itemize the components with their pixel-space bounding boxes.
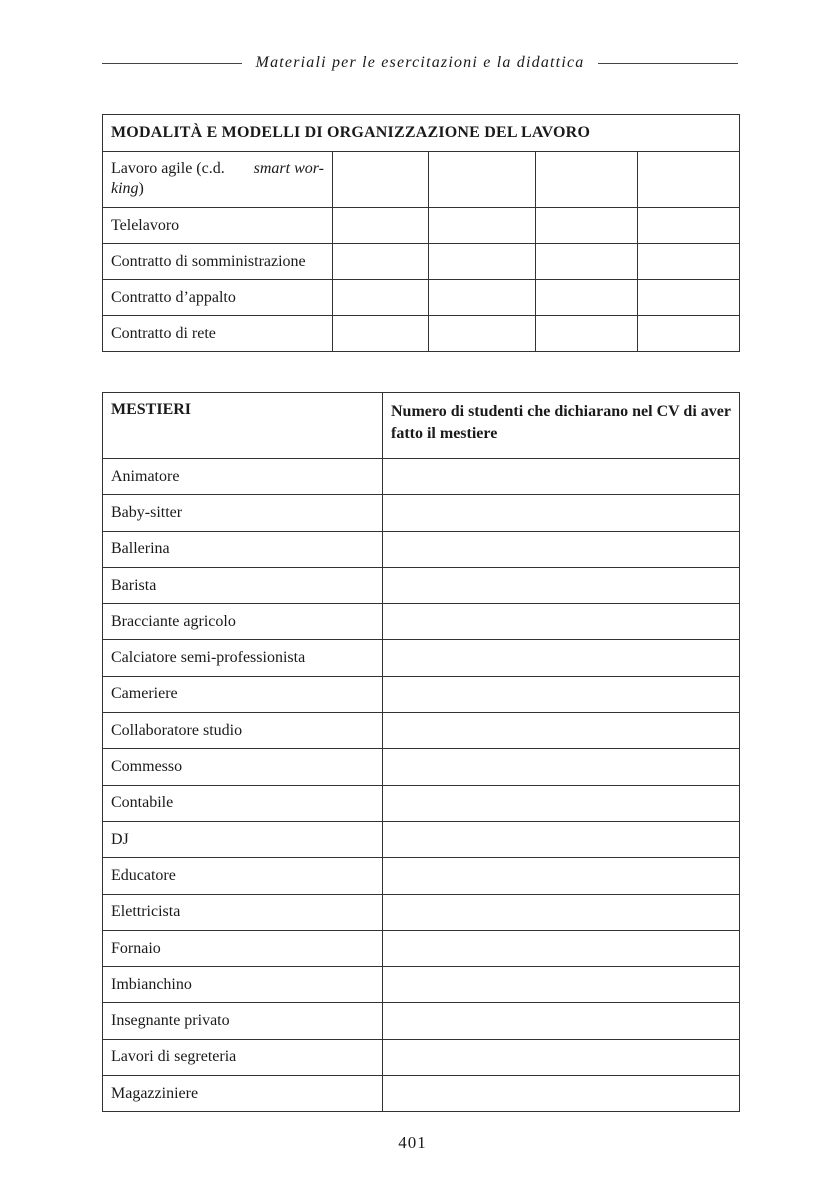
numero-studenti-cell (383, 713, 740, 749)
table-row (103, 858, 740, 894)
numero-studenti-cell (383, 858, 740, 894)
mestiere-label: Lavori di segreteria (103, 1039, 383, 1075)
page-number: 401 (398, 1133, 427, 1152)
numero-studenti-cell (383, 785, 740, 821)
table-row (103, 208, 740, 244)
table-mestieri (102, 392, 740, 1112)
table-row (103, 280, 740, 316)
empty-cell (638, 316, 740, 352)
table-title-row (103, 115, 740, 152)
col-header-mestieri: MESTIERI (103, 393, 383, 459)
numero-studenti-cell (383, 604, 740, 640)
mestiere-label: Magazziniere (103, 1076, 383, 1112)
numero-studenti-cell (383, 531, 740, 567)
table-header-row (103, 393, 740, 459)
table-row (103, 1003, 740, 1039)
numero-studenti-cell (383, 676, 740, 712)
table-row (103, 531, 740, 567)
table-title: MODALITÀ E MODELLI DI ORGANIZZAZIONE DEL LAVORO (103, 115, 740, 152)
mestiere-label: Imbianchino (103, 967, 383, 1003)
mestiere-label: DJ (103, 821, 383, 857)
row-label: Contratto di somministrazione (103, 244, 333, 280)
table-row (103, 495, 740, 531)
empty-cell (638, 280, 740, 316)
row-label: Contratto di rete (103, 316, 333, 352)
numero-studenti-cell (383, 640, 740, 676)
numero-studenti-cell (383, 821, 740, 857)
table-row (103, 821, 740, 857)
numero-studenti-cell (383, 495, 740, 531)
numero-studenti-cell (383, 1076, 740, 1112)
table-row (103, 967, 740, 1003)
empty-cell (536, 316, 638, 352)
empty-cell (429, 152, 536, 208)
empty-cell (536, 280, 638, 316)
mestiere-label: Barista (103, 567, 383, 603)
table-row (103, 749, 740, 785)
table-organizzazione-lavoro (102, 114, 740, 352)
empty-cell (333, 280, 429, 316)
empty-cell (333, 152, 429, 208)
table-row (103, 567, 740, 603)
numero-studenti-cell (383, 567, 740, 603)
empty-cell (333, 244, 429, 280)
empty-cell (333, 208, 429, 244)
mestiere-label: Fornaio (103, 930, 383, 966)
mestiere-label: Baby-sitter (103, 495, 383, 531)
table-row (103, 676, 740, 712)
mestiere-label: Bracciante agricolo (103, 604, 383, 640)
table-row (103, 459, 740, 495)
numero-studenti-cell (383, 1039, 740, 1075)
empty-cell (429, 244, 536, 280)
empty-cell (638, 208, 740, 244)
empty-cell (429, 316, 536, 352)
table-row (103, 1039, 740, 1075)
mestiere-label: Ballerina (103, 531, 383, 567)
numero-studenti-cell (383, 459, 740, 495)
mestiere-label: Calciatore semi-professionista (103, 640, 383, 676)
mestiere-label: Collaboratore studio (103, 713, 383, 749)
table-row (103, 244, 740, 280)
empty-cell (536, 244, 638, 280)
empty-cell (638, 152, 740, 208)
mestiere-label: Educatore (103, 858, 383, 894)
mestieri-body (103, 459, 740, 1112)
table-row (103, 152, 740, 208)
empty-cell (429, 280, 536, 316)
running-header (102, 50, 738, 76)
running-title: Materiali per le esercitazioni e la didattica (255, 54, 585, 71)
empty-cell (638, 244, 740, 280)
mestiere-label: Insegnante privato (103, 1003, 383, 1039)
table-row (103, 713, 740, 749)
table-row (103, 785, 740, 821)
header-rule-right (598, 63, 738, 64)
mestiere-label: Commesso (103, 749, 383, 785)
numero-studenti-cell (383, 967, 740, 1003)
numero-studenti-cell (383, 894, 740, 930)
header-rule-left (102, 63, 242, 64)
numero-studenti-cell (383, 930, 740, 966)
table-row (103, 604, 740, 640)
numero-studenti-cell (383, 749, 740, 785)
table-row (103, 1076, 740, 1112)
row-label: Contratto d’appalto (103, 280, 333, 316)
col-header-numero-studenti: Numero di studenti che dichiarano nel CV di aver fatto il mestiere (383, 393, 740, 459)
table-row (103, 894, 740, 930)
row-label: Telelavoro (103, 208, 333, 244)
mestiere-label: Animatore (103, 459, 383, 495)
empty-cell (536, 208, 638, 244)
table-row (103, 640, 740, 676)
numero-studenti-cell (383, 1003, 740, 1039)
row-label-lavoro-agile: Lavoro agile (c.d. smart wor- king) (103, 152, 333, 208)
mestiere-label: Contabile (103, 785, 383, 821)
empty-cell (333, 316, 429, 352)
mestiere-label: Elettricista (103, 894, 383, 930)
empty-cell (536, 152, 638, 208)
table-row (103, 316, 740, 352)
table-row (103, 930, 740, 966)
empty-cell (429, 208, 536, 244)
mestiere-label: Cameriere (103, 676, 383, 712)
